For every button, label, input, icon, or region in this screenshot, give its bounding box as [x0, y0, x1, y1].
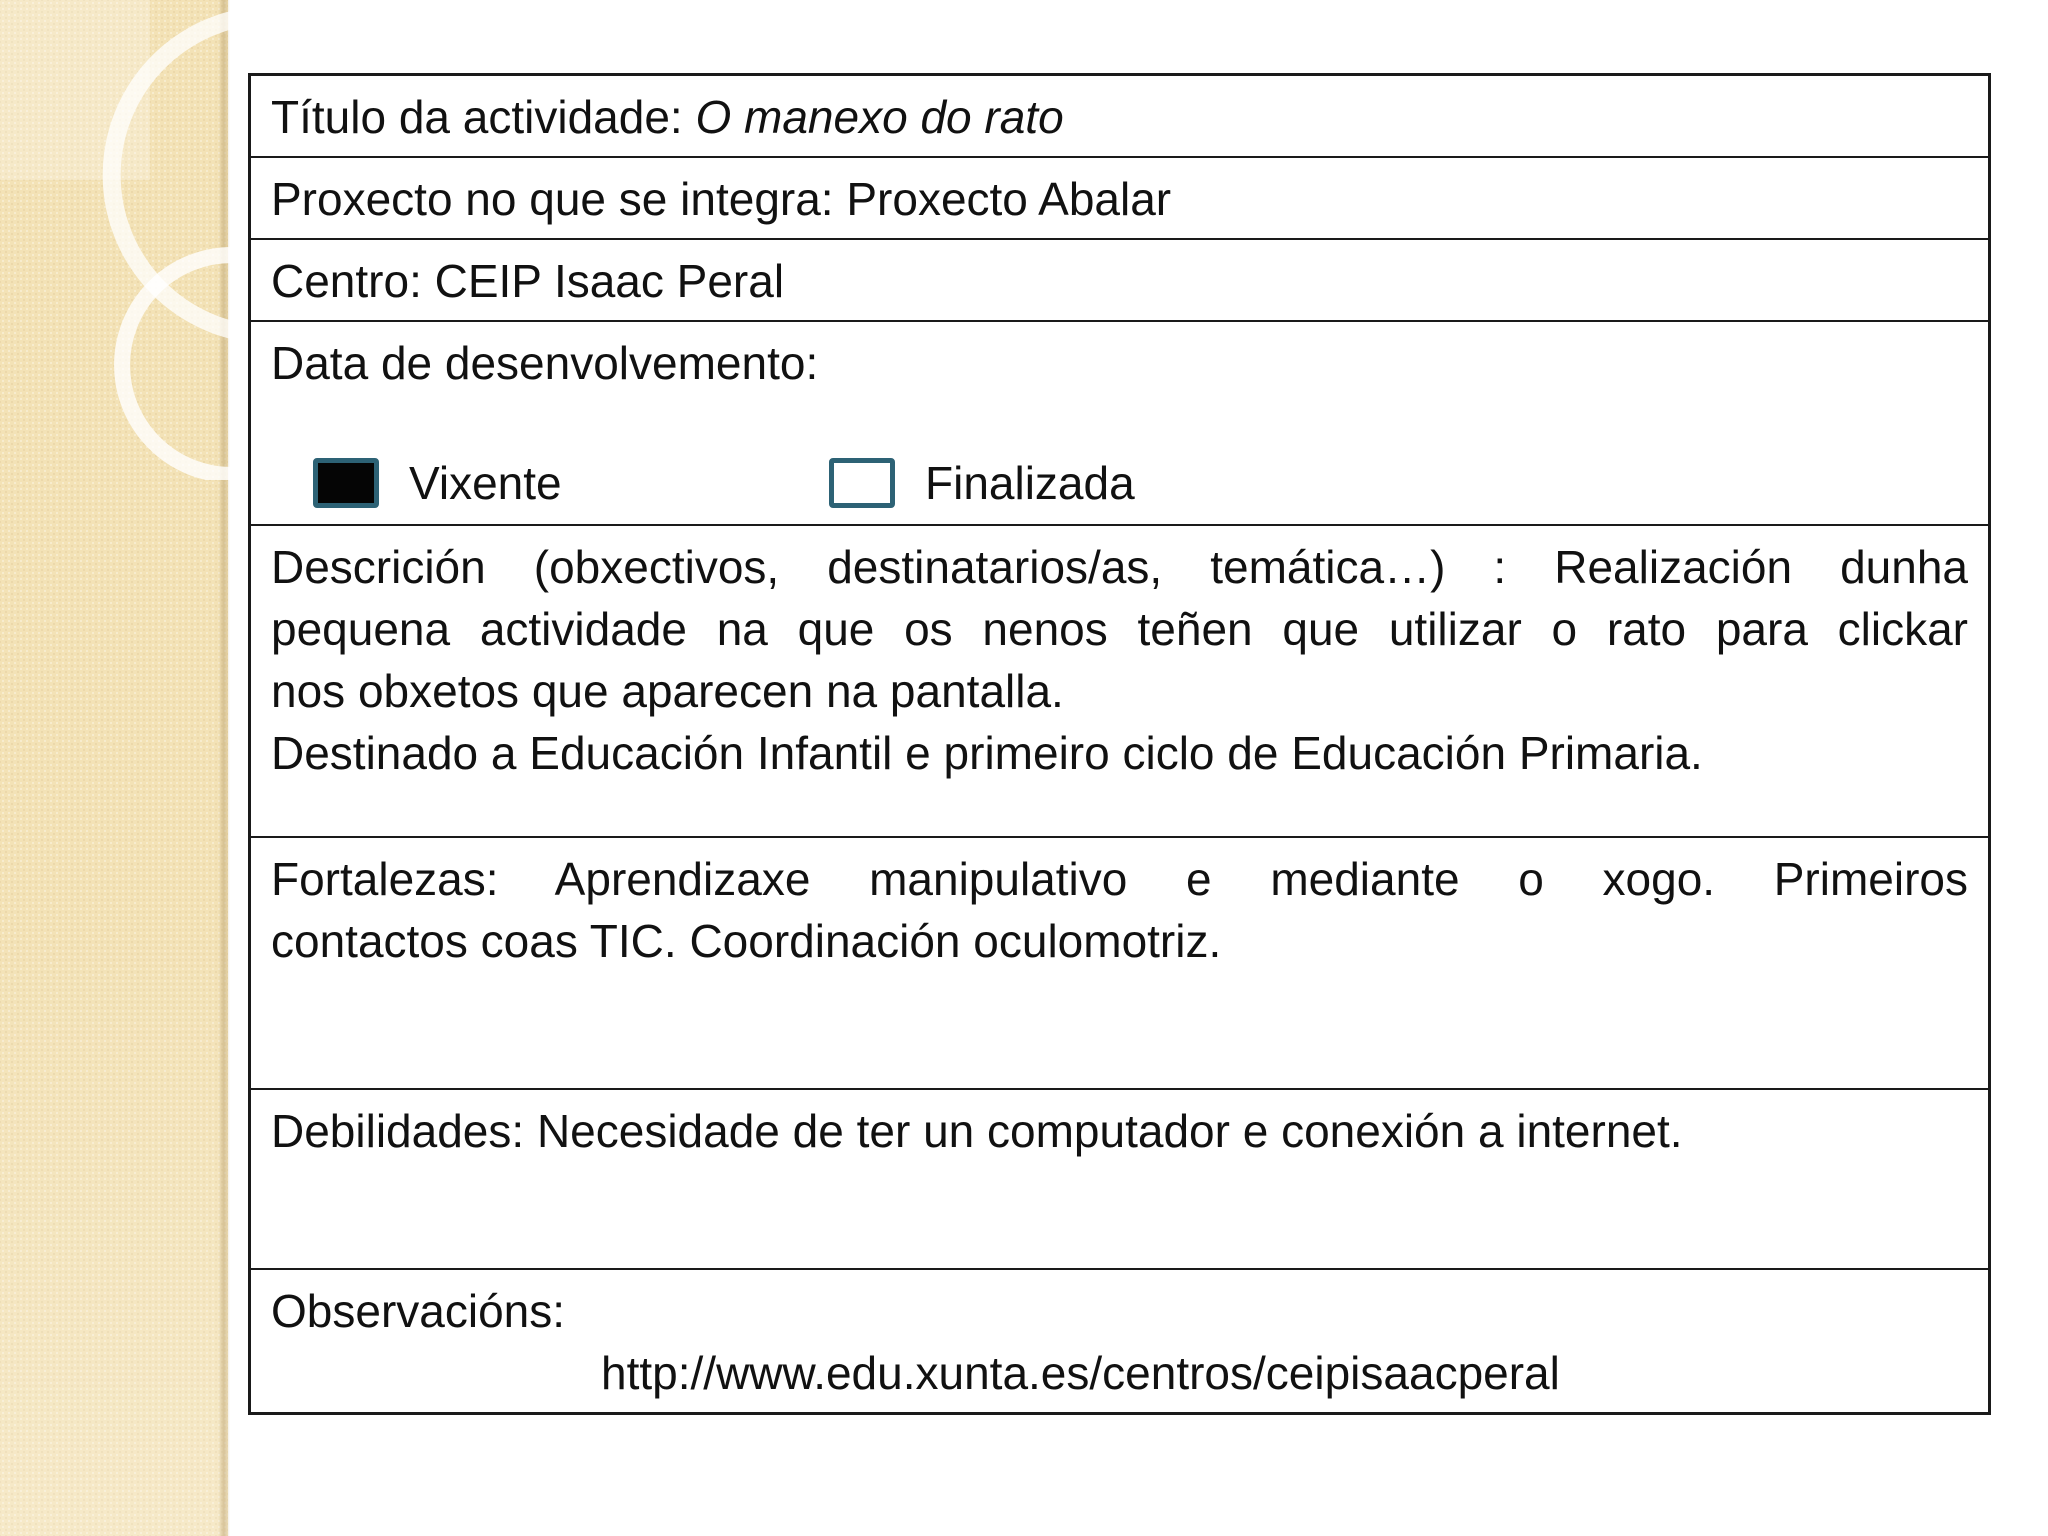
descricion-line: nos obxetos que aparecen na pantalla.	[271, 665, 1064, 717]
ring-small	[122, 255, 232, 475]
vixente-checkbox[interactable]	[313, 458, 379, 508]
vixente-label: Vixente	[409, 457, 562, 509]
row-titulo	[251, 76, 1988, 158]
observacions-url[interactable]: http://www.edu.xunta.es/centros/ceipisaacperal	[601, 1347, 1560, 1399]
centro-text: Centro: CEIP Isaac Peral	[271, 255, 785, 307]
observacions-label: Observacións:	[271, 1285, 566, 1337]
proxecto-text: Proxecto no que se integra: Proxecto Abalar	[271, 173, 1172, 225]
debilidades-text: Debilidades: Necesidade de ter un computador e conexión a internet.	[271, 1105, 1683, 1157]
row-data	[251, 322, 1988, 526]
row-descricion	[251, 526, 1988, 838]
data-label: Data de desenvolvemento:	[271, 337, 819, 389]
descricion-line: Descrición (obxectivos, destinatarios/as, temática…) : Realización dunha	[271, 541, 1968, 593]
row-centro	[251, 240, 1988, 322]
fortalezas-line: contactos coas TIC. Coordinación oculomotriz.	[271, 915, 1222, 967]
descricion-line: Destinado a Educación Infantil e primeiro ciclo de Educación Primaria.	[271, 727, 1703, 779]
row-debilidades	[251, 1090, 1988, 1270]
row-observacions	[251, 1270, 1988, 1412]
fortalezas-line: Fortalezas: Aprendizaxe manipulativo e mediante o xogo. Primeiros	[271, 853, 1968, 905]
finalizada-checkbox[interactable]	[829, 458, 895, 508]
option-finalizada[interactable]	[829, 452, 1135, 514]
finalizada-label: Finalizada	[925, 457, 1135, 509]
decorative-rings	[0, 0, 232, 480]
activity-form-table	[248, 73, 1991, 1415]
option-vixente[interactable]	[313, 452, 562, 514]
titulo-value: O manexo do rato	[695, 91, 1064, 143]
highlight-block	[0, 0, 150, 180]
row-fortalezas	[251, 838, 1988, 1090]
row-proxecto	[251, 158, 1988, 240]
titulo-label: Título da actividade:	[271, 91, 696, 143]
descricion-line: pequena actividade na que os nenos teñen que utilizar o rato para clickar	[271, 603, 1968, 655]
